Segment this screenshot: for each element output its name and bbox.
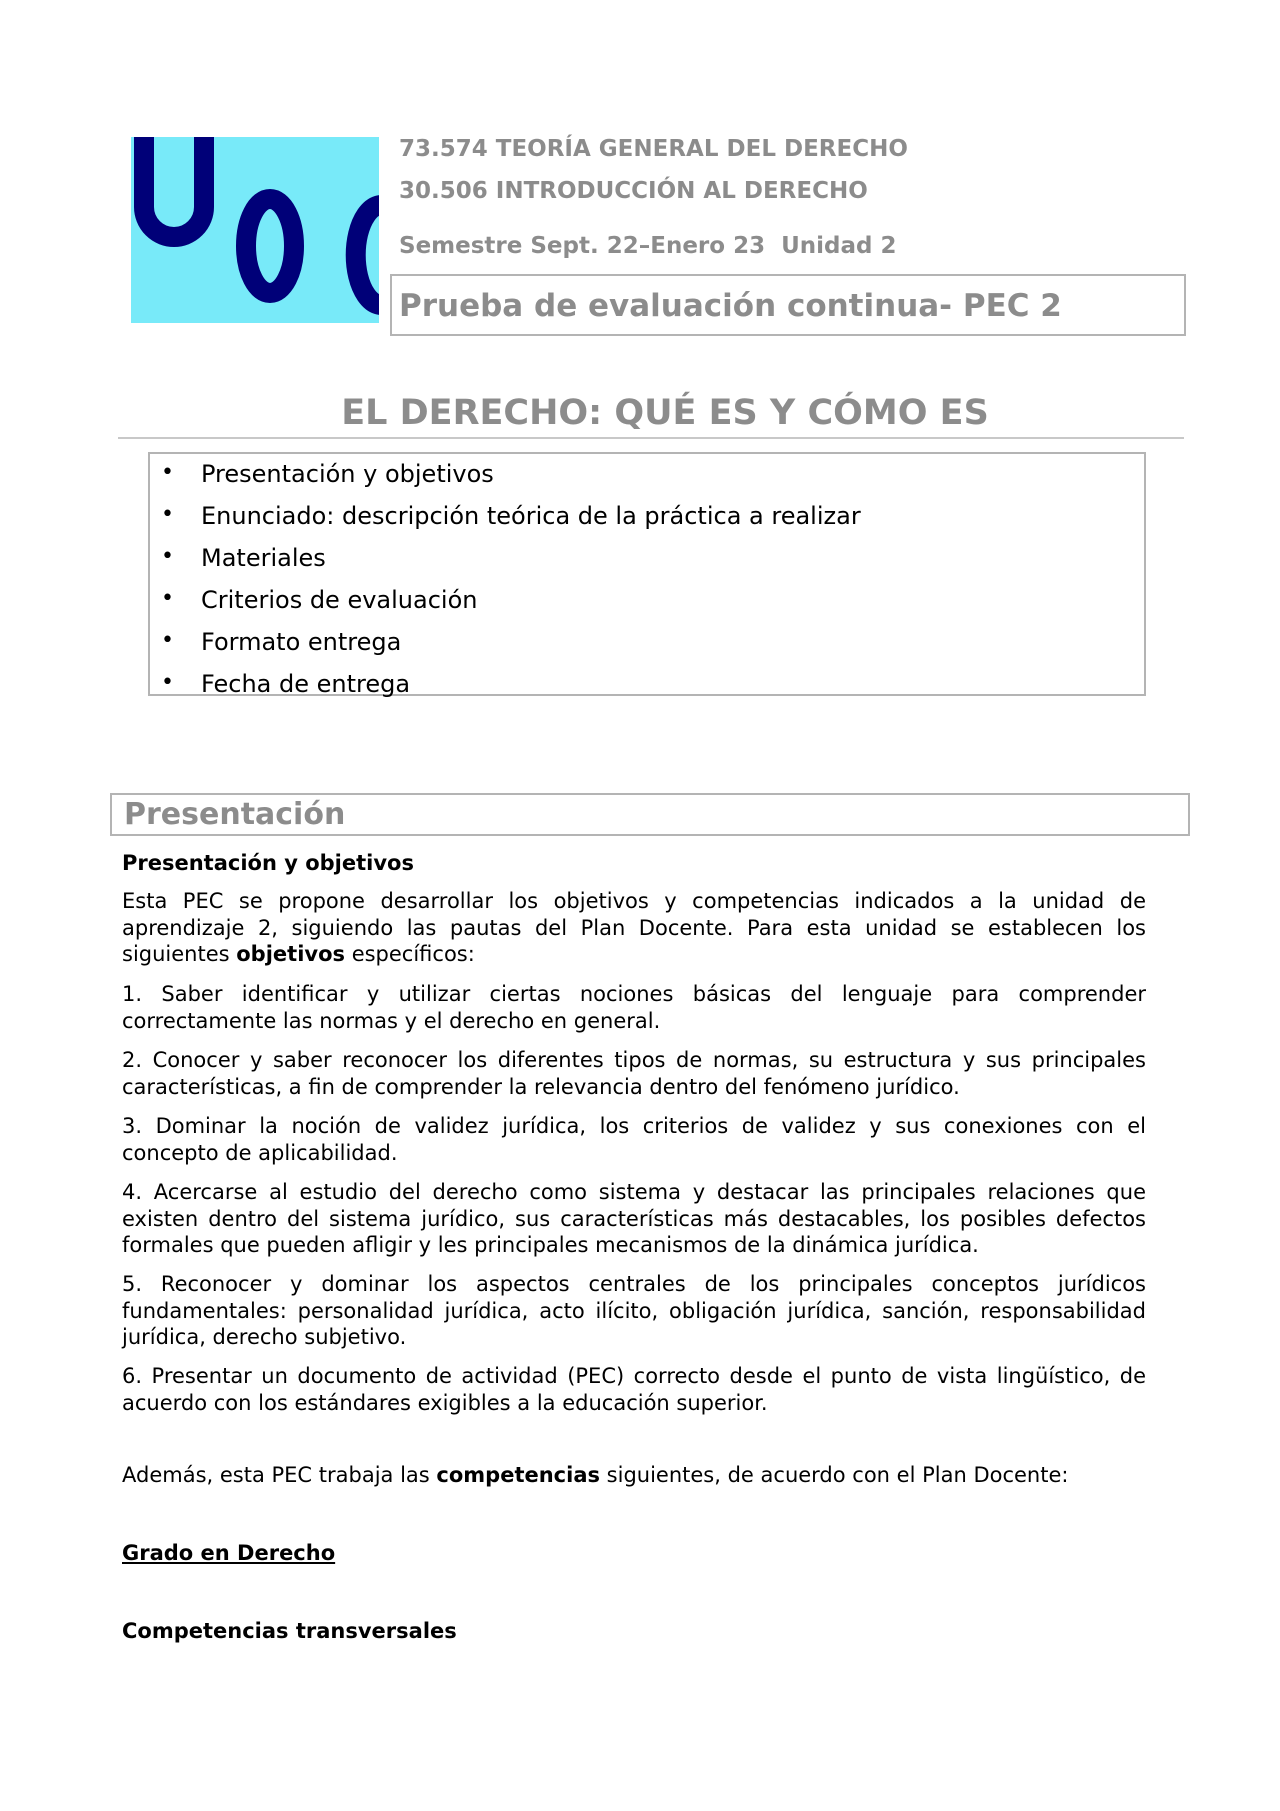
- section-heading-box: [110, 793, 1190, 836]
- contents-item-label: Fecha de entrega: [201, 670, 411, 698]
- uoc-logo-mark: [131, 137, 379, 323]
- competencies-bold: competencias: [436, 1463, 600, 1487]
- title-divider: [118, 437, 1184, 439]
- bullet-icon: •: [161, 502, 174, 527]
- bullet-icon: •: [161, 544, 174, 569]
- transversal-competencies-heading: Competencias transversales: [122, 1619, 457, 1643]
- pec-title: Prueba de evaluación continua- PEC 2: [399, 288, 1062, 324]
- competencies-paragraph: [122, 1462, 1146, 1489]
- bullet-icon: •: [161, 628, 174, 653]
- bullet-icon: •: [161, 670, 174, 695]
- competencies-text-end: siguientes, de acuerdo con el Plan Docente:: [600, 1463, 1069, 1487]
- course-code-2: 30.506 INTRODUCCIÓN AL DERECHO: [399, 178, 868, 204]
- objective-item: 4. Acercarse al estudio del derecho como sistema y destacar las principales relaciones que existen dentro del sistema jurídico, sus características más destacables, los posibles defectos formales que pueden afligir y les principales mecanismos de la dinámica jurídica.: [122, 1180, 1146, 1257]
- course-code-1: 73.574 TEORÍA GENERAL DEL DERECHO: [399, 136, 908, 162]
- objective-item: 2. Conocer y saber reconocer los diferentes tipos de normas, su estructura y sus principales características, a fin de comprender la relevancia dentro del fenómeno jurídico.: [122, 1048, 1146, 1099]
- uoc-logo: [131, 137, 379, 323]
- contents-item-label: Materiales: [201, 544, 326, 572]
- contents-item-label: Presentación y objetivos: [201, 460, 494, 488]
- intro-text-end: específicos:: [345, 942, 475, 966]
- contents-item-label: Criterios de evaluación: [201, 586, 478, 614]
- contents-item-label: Formato entrega: [201, 628, 402, 656]
- subheading-objectives: Presentación y objetivos: [122, 851, 414, 875]
- objective-item: 5. Reconocer y dominar los aspectos centrales de los principales conceptos jurídicos fundamentales: personalidad jurídica, acto ilícito, obligación jurídica, sanción, responsabilidad jurídica, derecho subjetivo.: [122, 1272, 1146, 1349]
- contents-box: [148, 452, 1146, 696]
- bullet-icon: •: [161, 460, 174, 485]
- contents-item-label: Enunciado: descripción teórica de la práctica a realizar: [201, 502, 861, 530]
- semester-unit: Semestre Sept. 22–Enero 23 Unidad 2: [399, 233, 897, 259]
- objective-item: 6. Presentar un documento de actividad (PEC) correcto desde el punto de vista lingüístico, de acuerdo con los estándares exigibles a la educación superior.: [122, 1364, 1146, 1415]
- objective-item: 3. Dominar la noción de validez jurídica, los criterios de validez y sus conexiones con el concepto de aplicabilidad.: [122, 1114, 1146, 1165]
- objective-item: 1. Saber identificar y utilizar ciertas nociones básicas del lenguaje para comprender correctamente las normas y el derecho en general.: [122, 982, 1146, 1033]
- intro-text: Esta PEC se propone desarrollar los objetivos y competencias indicados a la unidad de aprendizaje 2, siguiendo las pautas del Plan Docente. Para esta unidad se establecen los siguientes: [122, 889, 1146, 966]
- bullet-icon: •: [161, 586, 174, 611]
- competencies-text: Además, esta PEC trabaja las: [122, 1463, 437, 1487]
- pec-title-box: [390, 274, 1186, 336]
- intro-bold: objetivos: [236, 942, 346, 966]
- degree-heading: Grado en Derecho: [122, 1541, 336, 1565]
- intro-paragraph: [122, 888, 1146, 968]
- document-title: EL DERECHO: QUÉ ES Y CÓMO ES: [341, 393, 989, 433]
- section-title: Presentación: [124, 797, 346, 832]
